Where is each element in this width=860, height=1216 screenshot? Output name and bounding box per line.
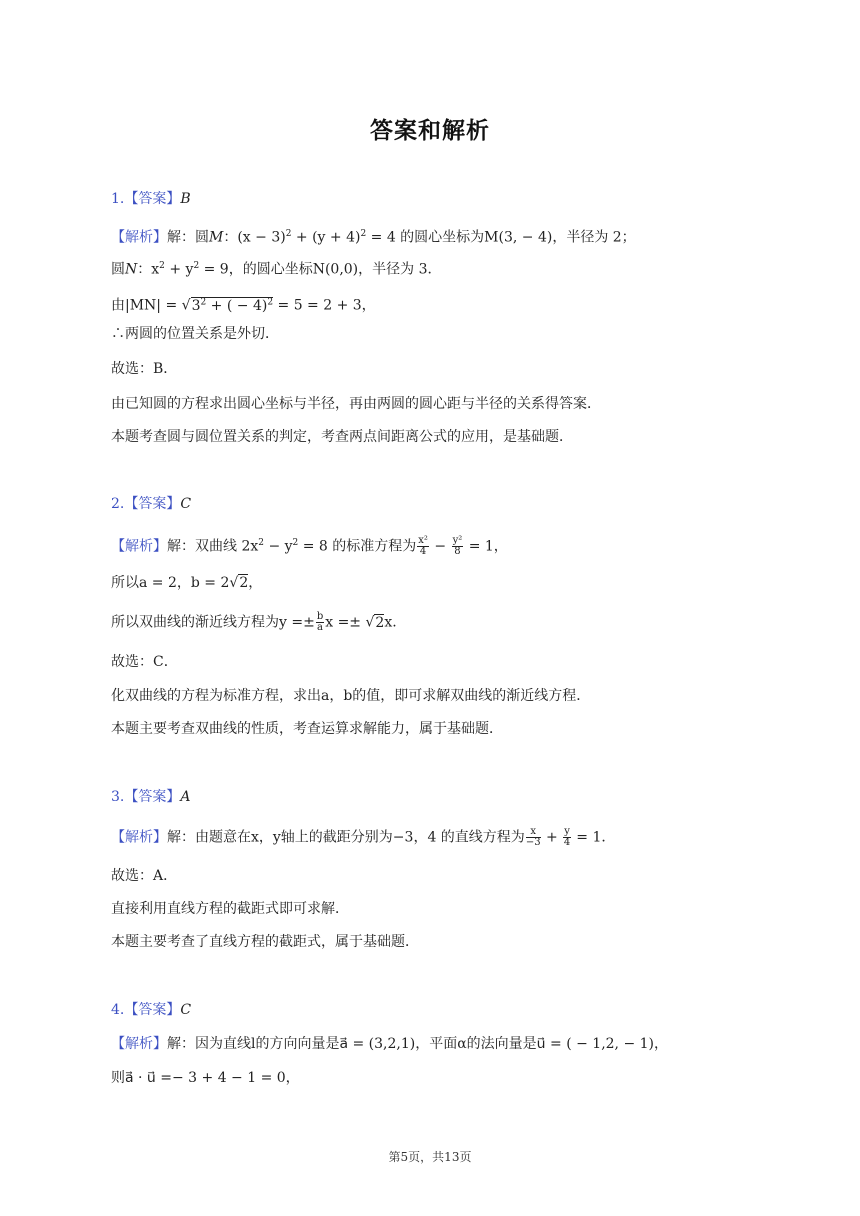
sqrt-expression	[191, 297, 273, 314]
q1-text: 圆	[111, 261, 125, 278]
q4-line-1	[111, 1034, 668, 1054]
q3-number: 3.	[111, 789, 125, 805]
fraction-denominator: 4	[563, 837, 571, 848]
q1-text: + (y + 4)	[291, 229, 361, 246]
q3-analysis-tag: 【解析】	[111, 829, 167, 846]
q4-heading	[111, 1000, 191, 1020]
q1-text: ：(x − 3)	[223, 229, 286, 246]
q4-line-2: 则a⃗ · u⃗ =− 3 + 4 − 1 = 0，	[111, 1070, 300, 1086]
fraction	[452, 536, 464, 557]
q3-answer: A	[180, 789, 191, 805]
q1-text: = 9，的圆心坐标N(0,0)，半径为 3．	[199, 261, 442, 278]
q2-number: 2.	[111, 496, 125, 512]
q2-text: 所以a = 2，b = 2	[111, 575, 230, 591]
fraction-numerator: x²	[418, 535, 428, 547]
q1-text: = 4 的圆心坐标为M(3, − 4)，半径为 2；	[366, 229, 636, 246]
q1-line-4: ∴两圆的位置关系是外切．	[111, 326, 279, 342]
q2-line-1	[111, 533, 508, 557]
fraction-denominator: 8	[454, 546, 461, 558]
q2-line-4: 故选：C．	[111, 654, 178, 670]
q3-text: +	[541, 829, 563, 846]
q2-text: x =±	[325, 614, 366, 631]
q2-analysis-tag: 【解析】	[111, 538, 167, 555]
q1-sup: 2	[200, 297, 207, 307]
q1-line-7: 本题考查圆与圆位置关系的判定，考查两点间距离公式的应用，是基础题．	[111, 429, 573, 445]
fraction	[417, 536, 429, 557]
page-footer: 第5页，共13页	[388, 1150, 472, 1164]
q1-line-3: 由$|MN| = √3^2$ + ( − 4)$^2$ = 5 = 2 + 3，	[111, 297, 376, 314]
q4-number: 4.	[111, 1002, 125, 1018]
q1-text: = 5 = 2 + 3，	[273, 297, 376, 314]
fraction	[526, 827, 541, 848]
q1-text: M	[209, 229, 224, 246]
fraction	[563, 827, 571, 848]
sqrt-expression: 2	[239, 575, 249, 591]
q2-text: ，	[248, 575, 263, 591]
q3-line-4: 本题主要考查了直线方程的截距式，属于基础题．	[111, 934, 419, 950]
q3-text: = 1．	[571, 829, 616, 846]
q4-answer-tag: 【答案】	[124, 1002, 181, 1018]
q3-line-3: 直接利用直线方程的截距式即可求解．	[111, 901, 349, 917]
q2-sup: 2	[258, 538, 264, 548]
q2-line-2: 所以a = 2，b = 2√2，	[111, 575, 263, 591]
q1-number: 1.	[111, 191, 125, 207]
q1-text: N	[125, 261, 138, 278]
q3-line-1	[111, 827, 615, 848]
q2-text: − y	[264, 538, 293, 555]
q1-text: 由|MN| =	[111, 297, 182, 314]
page-title: 答案和解析	[370, 118, 490, 144]
q3-answer-tag: 【答案】	[124, 789, 181, 805]
q1-text: + y	[164, 261, 194, 278]
fraction-numerator: y²	[452, 535, 463, 547]
q2-line-5: 化双曲线的方程为标准方程，求出a，b的值，即可求解双曲线的渐近线方程．	[111, 688, 591, 704]
fraction-denominator: 4	[419, 546, 427, 558]
fraction-numerator: b	[316, 611, 324, 622]
q2-line-6: 本题主要考查双曲线的性质，考查运算求解能力，属于基础题．	[111, 721, 503, 737]
q2-answer-tag: 【答案】	[124, 496, 181, 512]
q1-text: 3	[191, 297, 201, 314]
q1-line-5: 故选：B．	[111, 361, 178, 377]
q4-text: 解：因为直线l的方向向量是a⃗ = (3,2,1)，平面α的法向量是u⃗ = ( − 1,2, − 1)，	[167, 1036, 668, 1052]
q2-text: = 8 的标准方程为	[298, 538, 417, 555]
q4-analysis-tag: 【解析】	[111, 1036, 167, 1052]
q1-sup: 2	[267, 297, 274, 307]
q3-heading	[111, 787, 190, 807]
fraction	[316, 612, 324, 633]
q1-line-2	[111, 256, 442, 280]
q1-sup: 2	[193, 261, 200, 271]
q3-line-2: 故选：A．	[111, 868, 178, 884]
q1-answer: B	[180, 191, 191, 207]
q1-analysis-tag: 【解析】	[111, 229, 167, 246]
fraction-denominator: a	[317, 622, 324, 633]
q2-text: = 1，	[464, 538, 508, 555]
fraction-denominator: −3	[525, 837, 541, 848]
q1-heading	[111, 189, 191, 209]
q1-sup: 2	[285, 229, 292, 239]
q1-sup: 2	[360, 229, 367, 239]
q2-sup: 2	[292, 538, 299, 548]
q1-text: ：x	[137, 261, 160, 278]
q1-line-6: 由已知圆的方程求出圆心坐标与半径，再由两圆的圆心距与半径的关系得答案．	[111, 396, 601, 412]
sqrt-expression: 2	[375, 614, 385, 631]
q2-text: x.	[384, 614, 397, 631]
q1-line-1	[111, 224, 636, 248]
q2-line-3: 所以双曲线的渐近线方程为y =± $\frac{b}{a}$ x =± √2x.	[111, 611, 397, 633]
q2-answer: C	[180, 496, 192, 512]
q2-text: −	[429, 538, 451, 555]
q2-text: 所以双曲线的渐近线方程为y =±	[111, 614, 315, 631]
fraction-numerator: x	[526, 827, 541, 838]
q1-text: + ( − 4)	[206, 297, 268, 314]
q2-text: 解：双曲线 2x	[167, 538, 259, 555]
q2-heading	[111, 494, 191, 514]
fraction-numerator: y	[564, 826, 570, 837]
q1-sup: 2	[159, 261, 165, 271]
q3-text: 解：由题意在x，y轴上的截距分别为−3，4 的直线方程为	[167, 829, 525, 846]
q1-answer-tag: 【答案】	[124, 191, 181, 207]
q4-answer: C	[180, 1002, 192, 1018]
q1-text: 解：圆	[167, 229, 209, 246]
